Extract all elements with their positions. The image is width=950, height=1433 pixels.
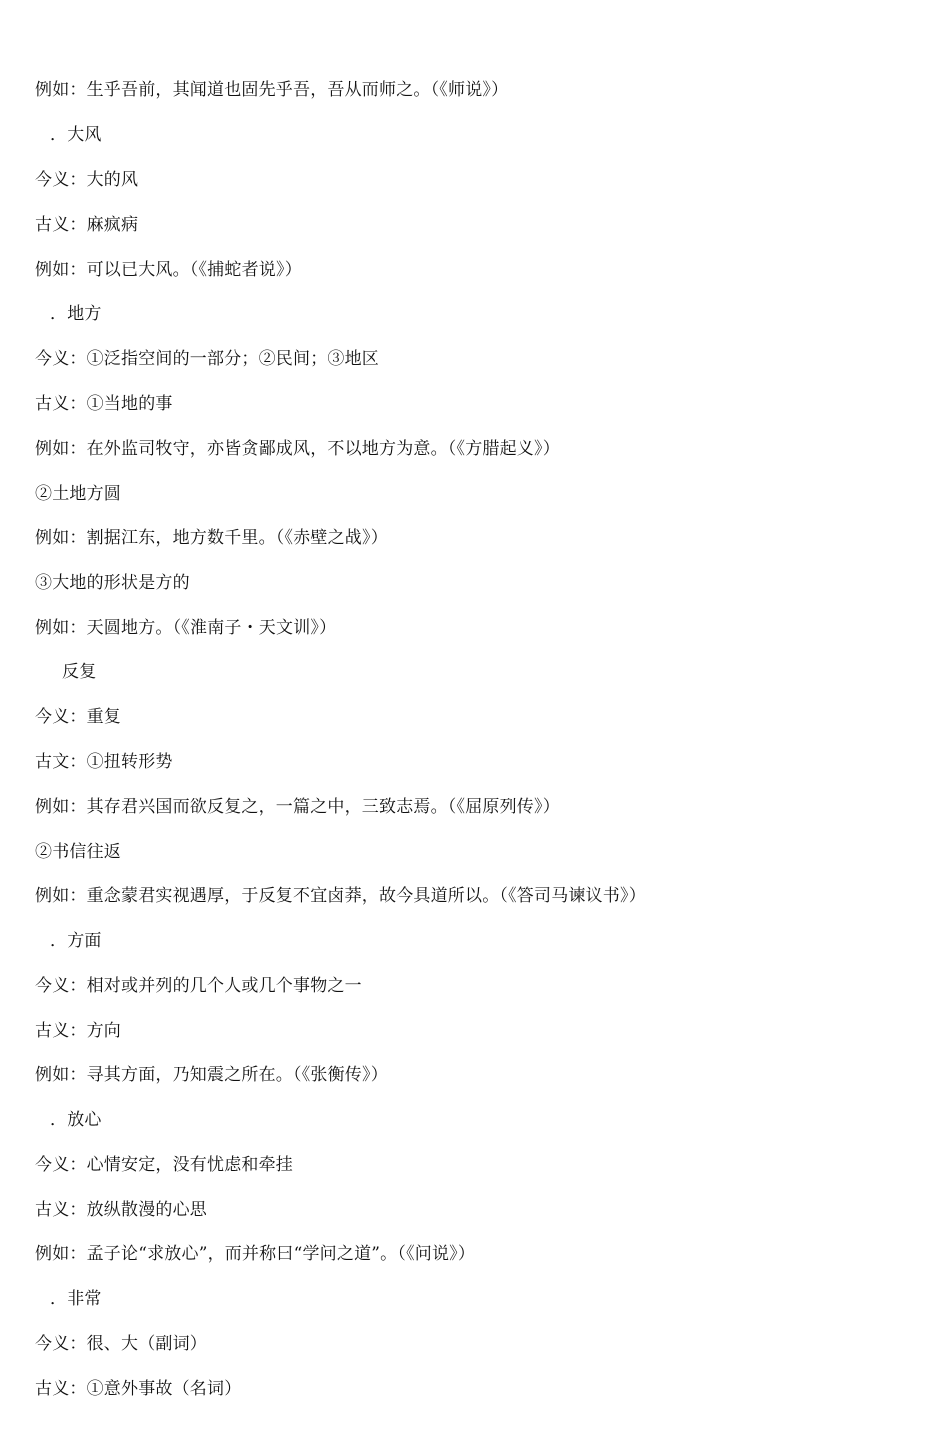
modern-meaning-difang: 今义：①泛指空间的一部分；②民间；③地区	[35, 349, 379, 369]
heading-difang: ．地方	[50, 304, 102, 324]
heading-feichang: ．非常	[50, 1289, 102, 1309]
example-line-fanfu-1: 例如：其存君兴国而欲反复之，一篇之中，三致志焉。（《屈原列传》）	[35, 797, 560, 817]
modern-meaning-feichang: 今义：很、大（副词）	[35, 1334, 207, 1354]
example-line-difang-3: 例如：天圆地方。（《淮南子・天文训》）	[35, 618, 337, 638]
modern-meaning-fangmian: 今义：相对或并列的几个人或几个事物之一	[35, 976, 362, 996]
heading-dafeng: ．大风	[50, 125, 102, 145]
ancient-meaning-feichang: 古义：①意外事故（名词）	[35, 1379, 242, 1399]
modern-meaning-dafeng: 今义：大的风	[35, 170, 139, 190]
example-line-fanfu-2: 例如：重念蒙君实视遇厚，于反复不宜卤莽，故今具道所以。（《答司马谏议书》）	[35, 886, 646, 906]
modern-meaning-fangxin: 今义：心情安定，没有忧虑和牵挂	[35, 1155, 293, 1175]
ancient-meaning-dafeng: 古义：麻疯病	[35, 215, 139, 235]
example-line-difang-2: 例如：割据江东，地方数千里。（《赤壁之战》）	[35, 528, 388, 548]
heading-fangxin: ．放心	[50, 1110, 102, 1130]
modern-meaning-fanfu: 今义：重复	[35, 707, 121, 727]
example-line-dafeng: 例如：可以已大风。（《捕蛇者说》）	[35, 260, 302, 280]
example-line-difang-1: 例如：在外监司牧守，亦皆贪鄙成风，不以地方为意。（《方腊起义》）	[35, 439, 560, 459]
example-line-fangmian: 例如：寻其方面，乃知震之所在。（《张衡传》）	[35, 1065, 388, 1085]
ancient-meaning-fangmian: 古义：方向	[35, 1021, 121, 1041]
ancient-meaning-difang-3: ③大地的形状是方的	[35, 573, 190, 593]
example-line-fangxin: 例如：孟子论“求放心”，而并称曰“学问之道”。（《问说》）	[35, 1244, 476, 1264]
ancient-meaning-fangxin: 古义：放纵散漫的心思	[35, 1200, 207, 1220]
heading-fangmian: ．方面	[50, 931, 102, 951]
ancient-meaning-fanfu-2: ②书信往返	[35, 842, 121, 862]
ancient-meaning-difang-1: 古义：①当地的事	[35, 394, 173, 414]
heading-fanfu: 反复	[62, 662, 97, 682]
ancient-meaning-difang-2: ②土地方圆	[35, 484, 121, 504]
example-line-shishuo: 例如：生乎吾前，其闻道也固先乎吾，吾从而师之。（《师说》）	[35, 80, 509, 100]
ancient-meaning-fanfu-1: 古文：①扭转形势	[35, 752, 173, 772]
